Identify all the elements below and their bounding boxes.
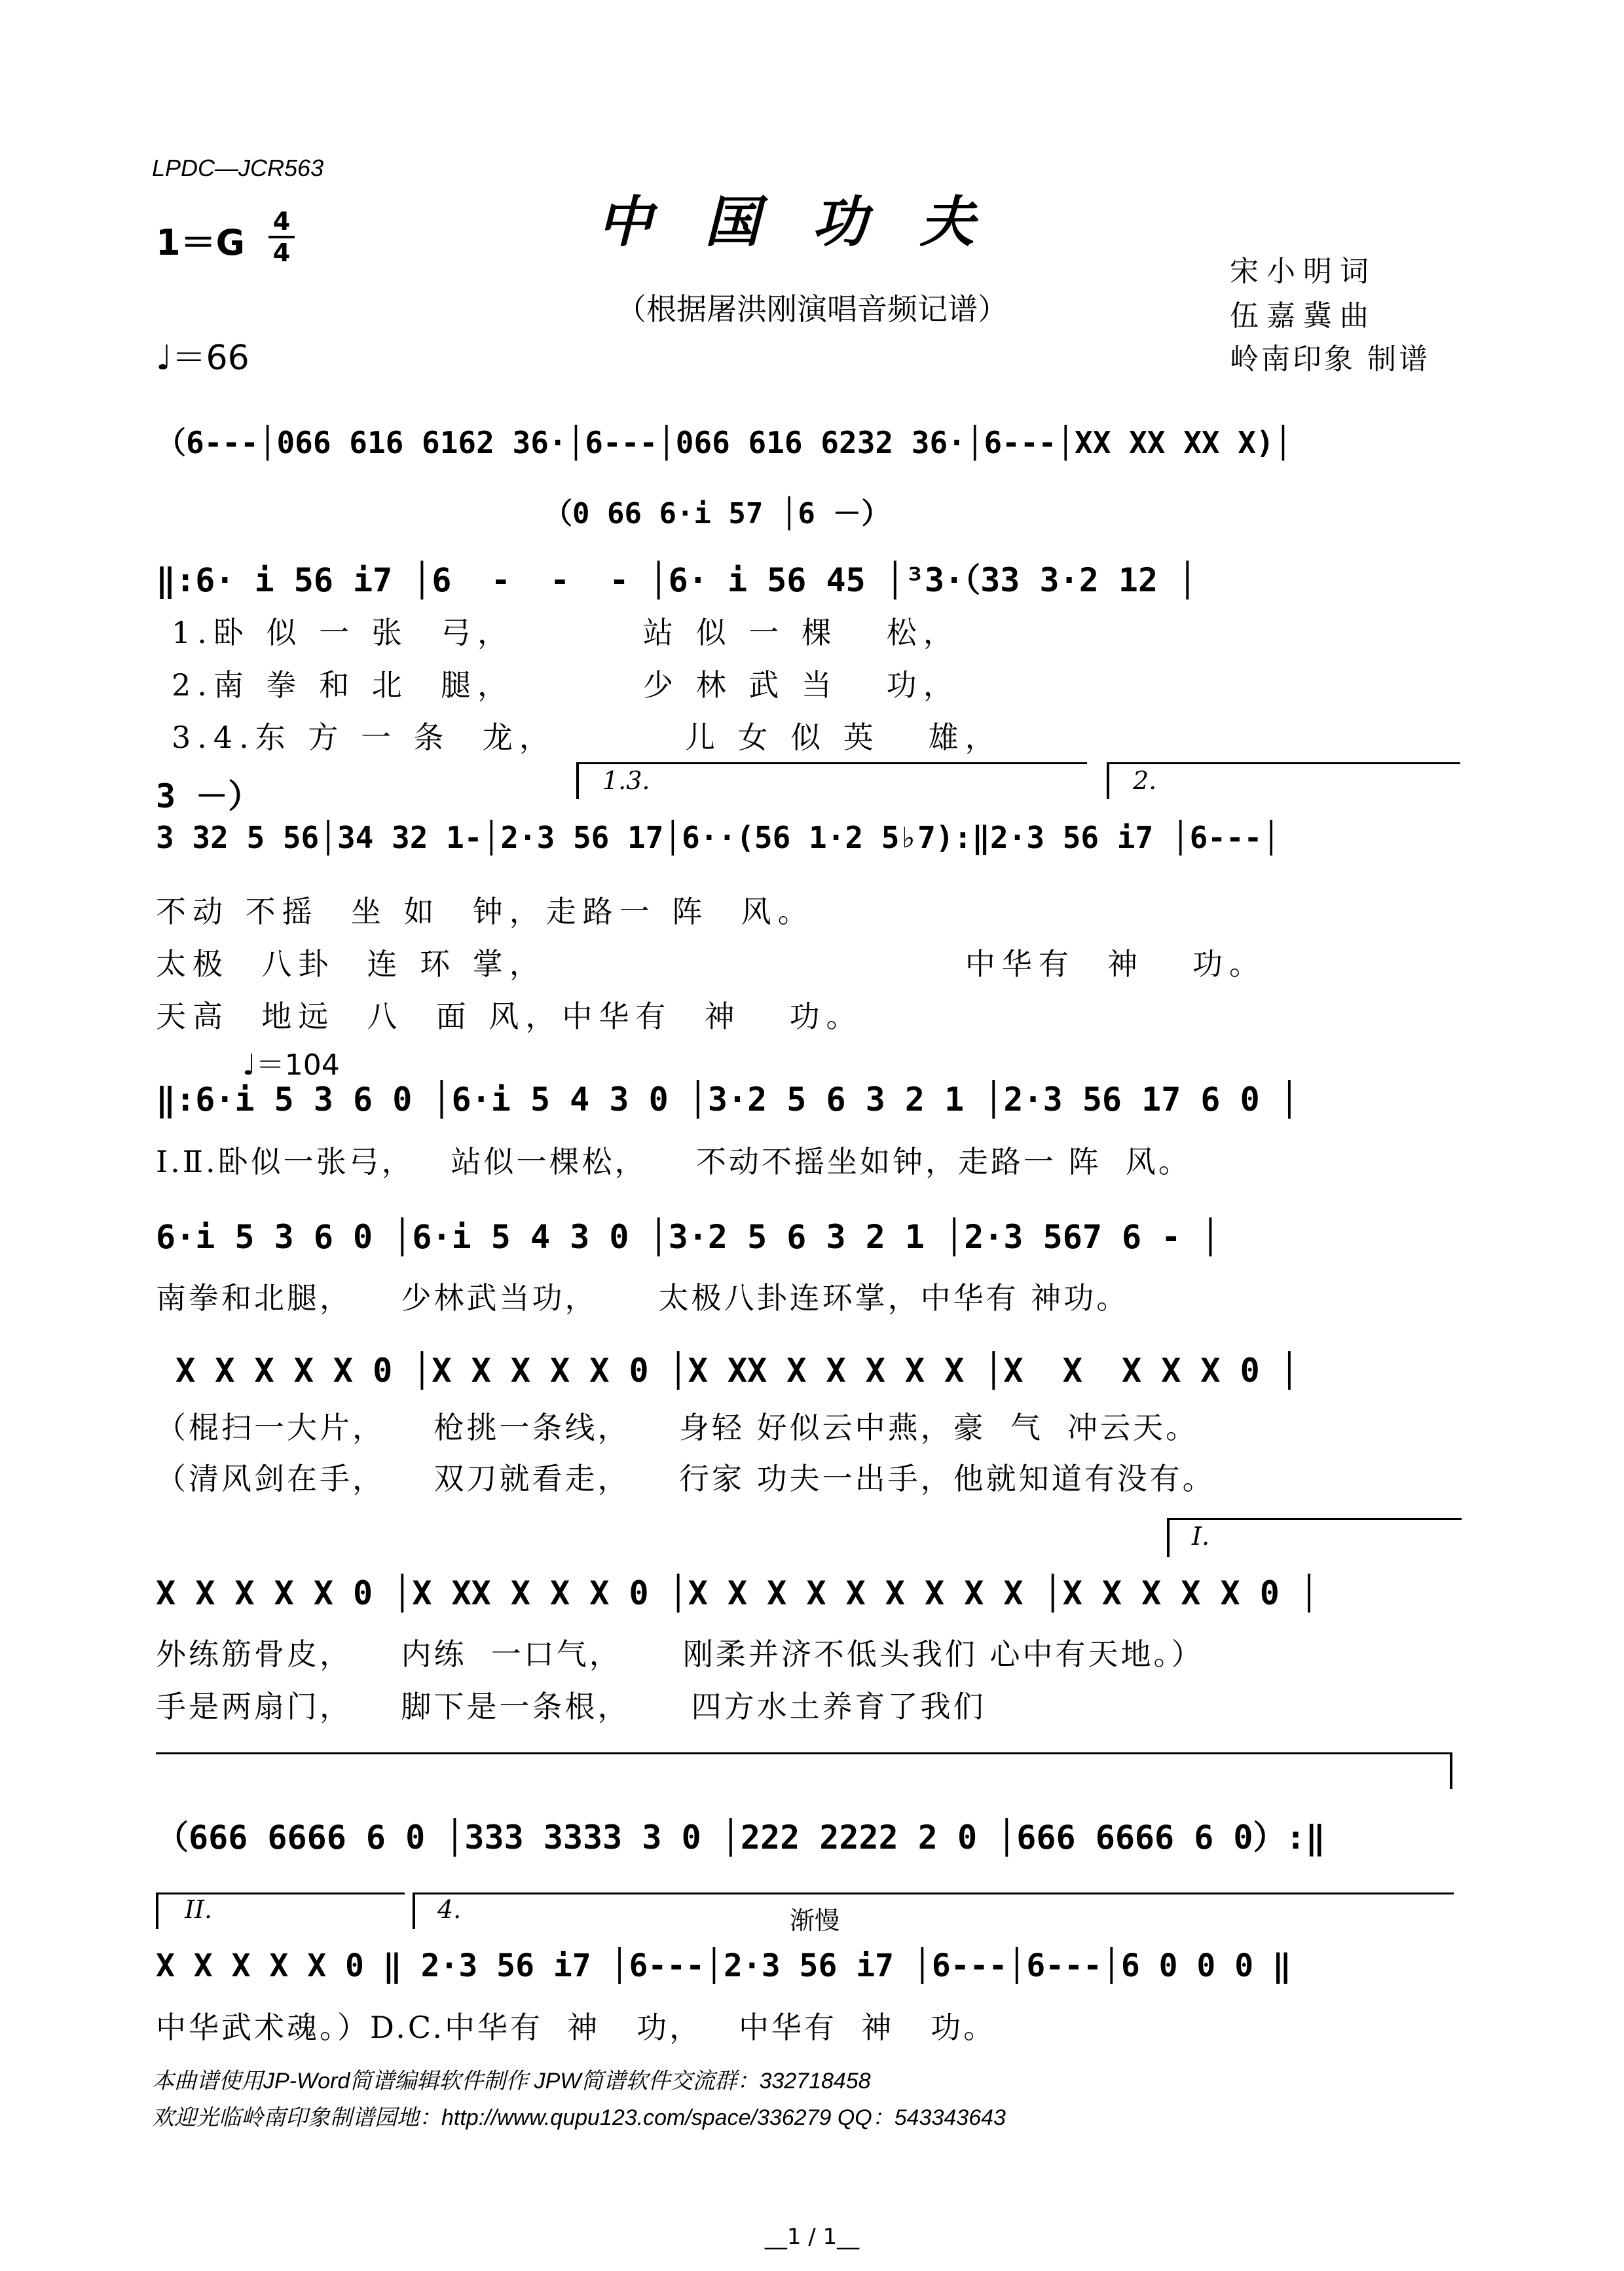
volta-bracket-4: [413, 1892, 1454, 1894]
volta-bracket-I-continued: [156, 1752, 1452, 1754]
volta-bracket-1-3-hook: [576, 762, 579, 799]
lyric-line-3-verse-3: 天高 地远 八 面 风，中华有 神 功。: [156, 999, 863, 1034]
lyric-line-3-verse-2: 太极 八卦 连 环 掌， 中华有 神 功。: [156, 946, 1266, 982]
lyric-line-4: Ⅰ.Ⅱ.卧似一张弓， 站似一棵松， 不动不摇坐如钟，走路一 阵 风。: [156, 1144, 1191, 1179]
lyric-line-9: 中华武术魂。）D.C.中华有 神 功， 中华有 神 功。: [156, 2010, 997, 2045]
lyric-line-3-verse-1: 不动 不摇 坐 如 钟，走路一 阵 风。: [156, 894, 815, 929]
volta-bracket-I: [1167, 1518, 1462, 1520]
volta-bracket-2-hook: [1107, 762, 1109, 799]
score-line-1: （6---│066 616 6162 36·│6---│066 616 6232 36·│6---│XX XX XX X)│: [156, 425, 1293, 460]
score-line-7: X X X X X 0 │X XX X X X 0 │X X X X X X X X X │X X X X X 0 │: [156, 1574, 1320, 1612]
composer-credit: 伍嘉冀曲: [1230, 299, 1376, 333]
lyric-line-6-verse-2: （清风剑在手， 双刀就看走， 行家 功夫一出手，他就知道有没有。: [156, 1461, 1215, 1496]
page-number: __1 / 1__: [764, 2224, 860, 2250]
ritardando-mark: 渐慢: [790, 1906, 840, 1935]
lyric-line-7-verse-2: 手是两扇门， 脚下是一条根， 四方水土养育了我们: [156, 1689, 986, 1724]
lyricist-credit: 宋小明词: [1230, 255, 1376, 288]
volta-label-I: I.: [1192, 1522, 1210, 1551]
lyric-line-5: 南拳和北腿， 少林武当功， 太极八卦连环掌，中华有 神功。: [156, 1280, 1130, 1316]
lyric-line-2-verse-2: 2.南 拳 和 北 腿， 少 林 武 当 功，: [172, 667, 960, 703]
score-line-4: ‖:6·i 5 3 6 0 │6·i 5 4 3 0 │3·2 5 6 3 2 1 │2·3 56 17 6 0 │: [156, 1080, 1299, 1118]
score-line-6: X X X X X 0 │X X X X X 0 │X XX X X X X X │X X X X X 0 │: [156, 1352, 1299, 1390]
song-subtitle: （根据屠洪刚演唱音频记谱）: [616, 291, 1008, 327]
lyric-line-6-verse-1: （棍扫一大片， 枪挑一条线， 身轻 好似云中燕，豪 气 冲云天。: [156, 1410, 1199, 1445]
time-denominator: 4: [272, 238, 291, 267]
volta-bracket-II: [156, 1892, 405, 1894]
lyric-line-2-verse-3: 3.4.东 方 一 条 龙， 儿 女 似 英 雄，: [172, 720, 1002, 755]
time-numerator: 4: [272, 207, 291, 236]
score-line-5: 6·i 5 3 6 0 │6·i 5 4 3 0 │3·2 5 6 3 2 1 │2·3 567 6 - │: [156, 1218, 1221, 1256]
footer-software-note: 本曲谱使用JP-Word简谱编辑软件制作 JPW简谱软件交流群：332718458: [152, 2069, 871, 2094]
lyric-line-2-verse-1: 1.卧 似 一 张 弓， 站 似 一 棵 松，: [172, 615, 960, 650]
tempo-change-mark: ♩＝104: [242, 1048, 340, 1082]
song-title: 中国功夫: [597, 189, 1027, 254]
volta-label-II: II.: [185, 1895, 213, 1924]
time-signature: [268, 208, 295, 266]
volta-label-4: 4.: [437, 1895, 462, 1924]
tempo-mark: ♩＝66: [156, 339, 249, 378]
score-line-3-interlude: 3 －）: [156, 777, 261, 815]
score-serial: LPDC—JCR563: [152, 155, 324, 181]
score-line-2-interlude: （0 66 6·i 57 │6 －）: [544, 497, 891, 530]
key-signature: 1＝G: [156, 222, 245, 263]
volta-bracket-4-hook: [413, 1892, 415, 1929]
volta-label-2: 2.: [1133, 766, 1157, 795]
volta-bracket-I-hook: [1167, 1518, 1170, 1557]
volta-bracket-2: [1107, 762, 1460, 764]
footer-website-note: 欢迎光临岭南印象制谱园地：http://www.qupu123.com/space/336279 QQ：543343643: [152, 2105, 1006, 2130]
score-line-9: X X X X X 0 ‖ 2·3 56 i7 │6---│2·3 56 i7 │6---│6---│6 0 0 0 ‖: [156, 1948, 1291, 1984]
score-line-2: ‖:6· i 56 i7 │6 - - - │6· i 56 45 │³3·（33 3·2 12 │: [156, 561, 1198, 599]
volta-bracket-II-hook: [156, 1892, 158, 1929]
score-line-8: （666 6666 6 0 │333 3333 3 0 │222 2222 2 0 │666 6666 6 0）:‖: [156, 1819, 1325, 1856]
engraver-credit: 岭南印象 制谱: [1230, 342, 1430, 376]
volta-bracket-1-3: [576, 762, 1087, 764]
volta-bracket-I-end: [1450, 1752, 1452, 1789]
lyric-line-7-verse-1: 外练筋骨皮， 内练 一口气， 刚柔并济不低头我们 心中有天地。）: [156, 1636, 1204, 1672]
volta-label-1-3: 1.3.: [602, 766, 650, 795]
score-line-3: 3 32 5 56│34 32 1-│2·3 56 17│6··(56 1·2 5♭7):‖2·3 56 i7 │6---│: [156, 820, 1281, 855]
